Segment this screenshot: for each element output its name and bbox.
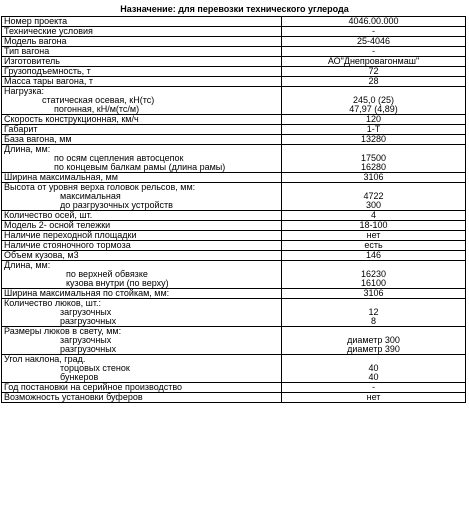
body-length-heading: Длина, мм: [4, 260, 51, 270]
row-value: 4 [282, 211, 466, 221]
row-label: Наличие переходной площадки [2, 231, 282, 241]
row-value: 13280 [282, 135, 466, 145]
load-heading: Нагрузка: [4, 86, 44, 96]
table-row [2, 125, 466, 135]
row-label [2, 355, 282, 383]
beams-length-label: по концевым балкам рамы (длина рамы) [54, 162, 226, 172]
row-value: 28 [282, 77, 466, 87]
table-row [2, 241, 466, 251]
row-value: 25-4046 [282, 37, 466, 47]
max-height-label: максимальная [60, 191, 121, 201]
row-label: Модель 2- осной тележки [2, 221, 282, 231]
specs-table [1, 16, 466, 403]
table-row [2, 135, 466, 145]
axial-load-value: 245,0 (25) [352, 95, 395, 105]
table-row [2, 47, 466, 57]
row-value [282, 299, 466, 327]
row-label: Количество осей, шт. [2, 211, 282, 221]
row-value [282, 261, 466, 289]
load-hatch-count-value: 12 [368, 307, 379, 317]
hatch-count-heading: Количество люков, шт.: [4, 298, 102, 308]
row-value: 72 [282, 67, 466, 77]
row-value: 1-Т [282, 125, 466, 135]
row-value: 120 [282, 115, 466, 125]
outer-length-label: по верхней обвязке [66, 269, 148, 279]
table-row [2, 77, 466, 87]
row-label: Грузоподъемность, т [2, 67, 282, 77]
max-height-value: 4722 [363, 191, 384, 201]
row-value: нет [282, 231, 466, 241]
axial-load-label: статическая осевая, кН(тс) [42, 95, 155, 105]
beams-length-value: 16280 [360, 162, 387, 172]
unload-hatch-size-label: разгрузочных [60, 344, 117, 354]
table-row [2, 37, 466, 47]
hatch-size-heading: Размеры люков в свету, мм: [4, 326, 122, 336]
row-value: нет [282, 393, 466, 403]
bunker-slope-value: 40 [368, 372, 379, 382]
outer-length-value: 16230 [360, 269, 387, 279]
unload-height-label: до разгрузочных устройств [60, 200, 173, 210]
row-value: 18-100 [282, 221, 466, 231]
row-value [282, 355, 466, 383]
table-row [2, 231, 466, 241]
row-label [2, 87, 282, 115]
end-wall-slope-value: 40 [368, 363, 379, 373]
row-label: Ширина максимальная по стойкам, мм: [2, 289, 282, 299]
row-label: База вагона, мм [2, 135, 282, 145]
row-label: Наличие стояночного тормоза [2, 241, 282, 251]
table-row [2, 115, 466, 125]
row-value: 3106 [282, 289, 466, 299]
row-value [282, 145, 466, 173]
table-row [2, 261, 466, 289]
table-row [2, 27, 466, 37]
row-label: Тип вагона [2, 47, 282, 57]
row-label: Габарит [2, 125, 282, 135]
unload-hatch-size-value: диаметр 390 [347, 344, 400, 354]
table-row [2, 17, 466, 27]
table-row [2, 183, 466, 211]
table-row [2, 87, 466, 115]
slope-heading: Угол наклона, град. [4, 354, 86, 364]
row-value: 3106 [282, 173, 466, 183]
table-row [2, 211, 466, 221]
table-row [2, 57, 466, 67]
linear-load-value: 47,97 (4,89) [349, 104, 398, 114]
table-row [2, 289, 466, 299]
linear-load-label: погонная, кН/м(тс/м) [54, 104, 140, 114]
row-label [2, 261, 282, 289]
row-label [2, 145, 282, 173]
load-hatch-count-label: загрузочных [60, 307, 112, 317]
end-wall-slope-label: торцовых стенок [60, 363, 130, 373]
row-label: Ширина максимальная, мм [2, 173, 282, 183]
row-value: - [282, 47, 466, 57]
row-label: Номер проекта [2, 17, 282, 27]
row-label: Модель вагона [2, 37, 282, 47]
row-label [2, 183, 282, 211]
table-row [2, 67, 466, 77]
row-label: Технические условия [2, 27, 282, 37]
row-label: Объем кузова, м3 [2, 251, 282, 261]
row-label [2, 327, 282, 355]
table-row [2, 221, 466, 231]
table-row [2, 355, 466, 383]
row-label: Изготовитель [2, 57, 282, 67]
load-hatch-size-label: загрузочных [60, 335, 112, 345]
row-value: 146 [282, 251, 466, 261]
table-row [2, 299, 466, 327]
load-hatch-size-value: диаметр 300 [347, 335, 400, 345]
row-value [282, 327, 466, 355]
row-label: Год постановки на серийное производство [2, 383, 282, 393]
inner-length-value: 16100 [360, 278, 387, 288]
row-label: Масса тары вагона, т [2, 77, 282, 87]
row-label: Возможность установки буферов [2, 393, 282, 403]
row-value [282, 183, 466, 211]
table-row [2, 327, 466, 355]
coupler-length-value: 17500 [360, 153, 387, 163]
table-row [2, 173, 466, 183]
table-row [2, 383, 466, 393]
unload-hatch-count-label: разгрузочных [60, 316, 117, 326]
table-row [2, 393, 466, 403]
document-title: Назначение: для перевозки технического углерода [120, 4, 349, 14]
height-heading: Высота от уровня верха головок рельсов, мм: [4, 182, 196, 192]
row-value: есть [282, 241, 466, 251]
row-value [282, 87, 466, 115]
row-value: 4046.00.000 [282, 17, 466, 27]
row-value: - [282, 383, 466, 393]
unload-hatch-count-value: 8 [370, 316, 376, 326]
inner-length-label: кузова внутри (по верху) [66, 278, 169, 288]
table-row [2, 251, 466, 261]
length-heading: Длина, мм: [4, 144, 51, 154]
row-label: Скорость конструкционная, км/ч [2, 115, 282, 125]
row-label [2, 299, 282, 327]
coupler-length-label: по осям сцепления автосцепок [54, 153, 184, 163]
row-value: - [282, 27, 466, 37]
unload-height-value: 300 [365, 200, 382, 210]
table-row [2, 145, 466, 173]
row-value: АО"Днепровагонмаш" [282, 57, 466, 67]
bunker-slope-label: бункеров [60, 372, 99, 382]
